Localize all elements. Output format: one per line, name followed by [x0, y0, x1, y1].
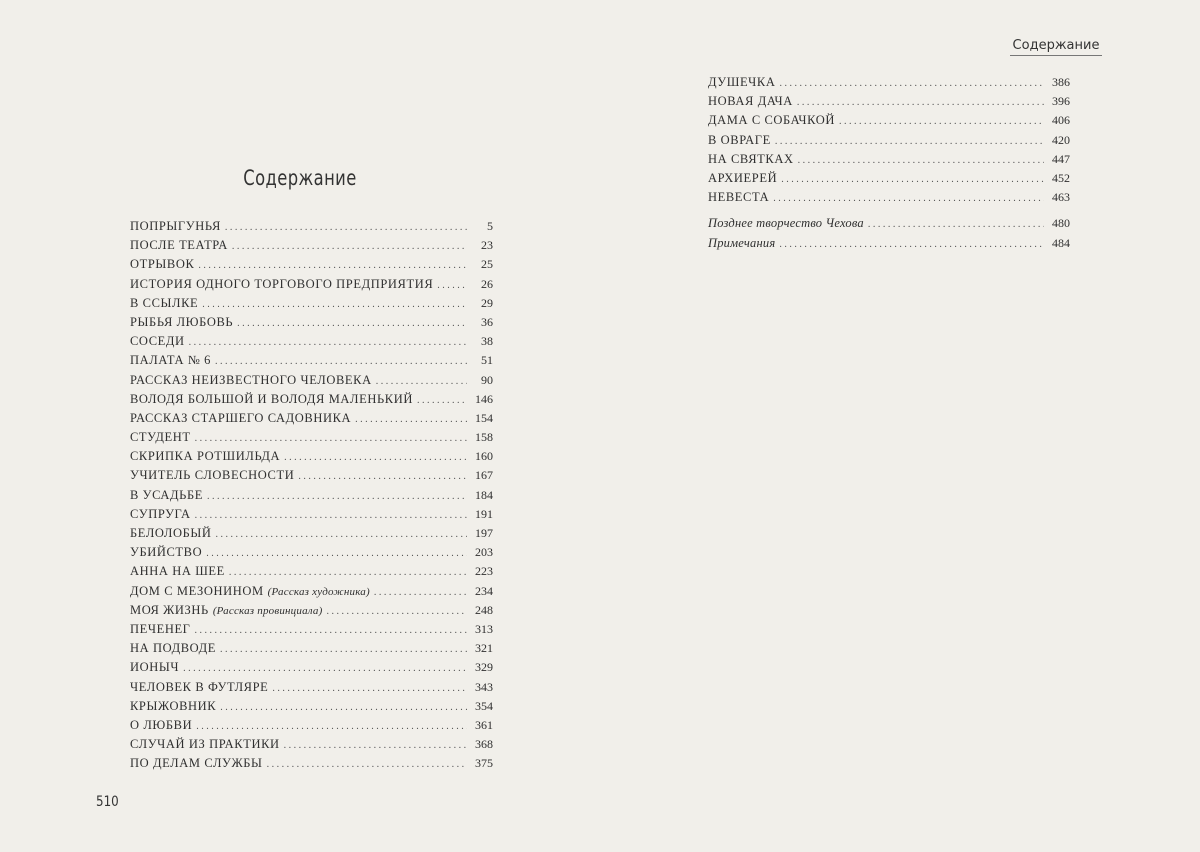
- toc-entry-title: [130, 564, 225, 579]
- toc-entry-page: 313: [475, 621, 493, 636]
- toc-entry-title-text: СЛУЧАЙ ИЗ ПРАКТИКИ: [130, 737, 280, 752]
- dot-leader: [868, 219, 1044, 230]
- toc-entry-title-text: ПАЛАТА № 6: [130, 353, 211, 368]
- dot-leader: [195, 433, 467, 444]
- toc-entry-page: 420: [1052, 132, 1070, 147]
- toc-entry-title: [130, 488, 203, 503]
- toc-entry-title: [708, 171, 777, 186]
- toc-entry: [130, 277, 493, 296]
- toc-entry-page: 321: [475, 641, 493, 656]
- dot-leader: [215, 356, 467, 367]
- toc-entry: [130, 680, 493, 699]
- toc-entry-title: [708, 236, 775, 251]
- toc-entry-page: 167: [475, 468, 493, 483]
- toc-entry-title-text: АННА НА ШЕЕ: [130, 564, 225, 579]
- toc-list-left: [130, 219, 493, 775]
- toc-entry: [130, 238, 493, 257]
- toc-entry: [130, 699, 493, 718]
- dot-leader: [202, 299, 467, 310]
- dot-leader: [189, 337, 467, 348]
- toc-entry-title: [130, 737, 280, 752]
- toc-appendix-entry: [708, 236, 1070, 255]
- toc-entry-title: [130, 545, 202, 560]
- toc-entry-title: [708, 133, 771, 148]
- toc-entry-page: 29: [481, 295, 493, 310]
- toc-entry: [130, 737, 493, 756]
- toc-entry-title: [130, 468, 294, 483]
- dot-leader: [225, 222, 467, 233]
- toc-entry-page: 386: [1052, 75, 1070, 89]
- toc-entry-title-text: ДУШЕЧКА: [708, 75, 776, 89]
- toc-entry: [130, 603, 493, 622]
- toc-entry-page: 23: [481, 238, 493, 253]
- toc-entry-title-text: БЕЛОЛОБЫЙ: [130, 526, 212, 540]
- dot-leader: [284, 740, 467, 751]
- dot-leader: [839, 116, 1044, 127]
- dot-leader: [216, 529, 467, 540]
- toc-entry-page: 203: [475, 545, 493, 560]
- toc-entry-page: 368: [475, 737, 493, 752]
- toc-entry-title-text: ИСТОРИЯ ОДНОГО ТОРГОВОГО ПРЕДПРИЯТИЯ: [130, 276, 434, 291]
- toc-entry-title-text: РАССКАЗ НЕИЗВЕСТНОГО ЧЕЛОВЕКА: [130, 372, 372, 387]
- toc-entry-page: 154: [475, 410, 493, 425]
- toc-entry: [708, 75, 1070, 94]
- toc-entry-page: 191: [475, 506, 493, 521]
- toc-entry-title: [130, 680, 268, 695]
- toc-entry: [130, 468, 493, 487]
- toc-entry-title: [130, 219, 221, 234]
- toc-entry: [130, 373, 493, 392]
- toc-entry: [130, 488, 493, 507]
- dot-leader: [195, 625, 467, 636]
- toc-entry-title-text: ВОЛОДЯ БОЛЬШОЙ И ВОЛОДЯ МАЛЕНЬКИЙ: [130, 391, 413, 406]
- toc-entry-title: [708, 216, 864, 231]
- toc-entry: [130, 430, 493, 449]
- toc-entry-title-text: СКРИПКА РОТШИЛЬДА: [130, 449, 281, 464]
- toc-entry-title: [130, 641, 216, 656]
- toc-entry-page: 38: [481, 334, 493, 349]
- toc-entry-title-text: КРЫЖОВНИК: [130, 698, 217, 713]
- toc-entry-page: 406: [1052, 113, 1070, 128]
- toc-entry-page: 375: [475, 756, 493, 771]
- dot-leader: [773, 193, 1044, 204]
- toc-entry: [130, 392, 493, 411]
- toc-entry-title: [708, 113, 835, 128]
- toc-entry-title: [130, 622, 191, 637]
- toc-entry-title-text: ПОПРЫГУНЬЯ: [130, 219, 221, 233]
- toc-entry: [130, 622, 493, 641]
- toc-entry-title-text: НЕВЕСТА: [708, 190, 770, 205]
- toc-entry-page: 354: [475, 698, 493, 713]
- toc-entry-title: [130, 430, 191, 445]
- toc-entry-title-text: ПОСЛЕ ТЕАТРА: [130, 238, 228, 253]
- toc-entry-title: [130, 584, 370, 599]
- toc-entry: [130, 545, 493, 564]
- toc-entry-title: [130, 411, 351, 426]
- toc-entry-title-text: Примечания: [708, 235, 776, 250]
- toc-entry-title: [130, 373, 372, 388]
- toc-entry-title-text: ДОМ С МЕЗОНИНОМ: [130, 583, 264, 598]
- toc-entry-title-text: УБИЙСТВО: [130, 545, 203, 560]
- toc-entry-title: [130, 334, 185, 349]
- toc-entry: [130, 219, 493, 238]
- toc-entry-title-text: СТУДЕНТ: [130, 430, 191, 445]
- toc-entry-title-text: ДАМА С СОБАЧКОЙ: [708, 113, 835, 128]
- toc-entry: [130, 718, 493, 737]
- dot-leader: [272, 683, 467, 694]
- toc-entry-title-text: ПЕЧЕНЕГ: [130, 621, 191, 636]
- toc-entry-page: 184: [475, 487, 493, 502]
- toc-entry-page: 25: [481, 257, 493, 272]
- dot-leader: [298, 471, 467, 482]
- dot-leader: [437, 280, 467, 291]
- toc-entry: [708, 152, 1070, 171]
- toc-entry-title-text: В УСАДЬБЕ: [130, 487, 203, 502]
- dot-leader: [779, 78, 1044, 89]
- dot-leader: [198, 260, 467, 271]
- toc-entry-page: 26: [481, 276, 493, 291]
- toc-list-right: [708, 75, 1070, 255]
- running-head: Содержание: [1010, 38, 1102, 56]
- toc-entry: [130, 296, 493, 315]
- dot-leader: [374, 587, 467, 598]
- toc-entry-subtitle: (Рассказ художника): [267, 585, 370, 598]
- toc-entry-title-text: РАССКАЗ СТАРШЕГО САДОВНИКА: [130, 410, 352, 425]
- toc-entry: [708, 94, 1070, 113]
- toc-entry: [130, 449, 493, 468]
- toc-entry-title: [130, 526, 212, 541]
- toc-entry-page: 90: [481, 372, 493, 387]
- toc-entry-title: [130, 277, 433, 292]
- page-number: 510: [96, 794, 119, 810]
- toc-entry-title-text: НА СВЯТКАХ: [708, 151, 794, 166]
- toc-entry-title: [130, 353, 211, 368]
- dot-leader: [207, 491, 467, 502]
- toc-entry-page: 463: [1052, 190, 1070, 205]
- toc-entry-title-text: В ОВРАГЕ: [708, 132, 771, 147]
- dot-leader: [779, 239, 1044, 250]
- toc-entry: [130, 641, 493, 660]
- toc-entry-title-text: О ЛЮБВИ: [130, 717, 193, 732]
- toc-entry-title: [708, 75, 775, 90]
- dot-leader: [798, 155, 1044, 166]
- toc-entry-title: [130, 603, 322, 618]
- toc-entry-title-text: ИОНЫЧ: [130, 660, 180, 675]
- toc-entry: [130, 315, 493, 334]
- toc-entry-page: 396: [1052, 94, 1070, 109]
- toc-entry: [130, 507, 493, 526]
- toc-heading: Содержание: [243, 166, 357, 190]
- toc-entry-title: [708, 190, 769, 205]
- toc-entry: [708, 190, 1070, 209]
- toc-entry-title-text: РЫБЬЯ ЛЮБОВЬ: [130, 314, 234, 329]
- toc-entry-title: [708, 152, 794, 167]
- toc-entry-title-text: НА ПОДВОДЕ: [130, 641, 217, 656]
- toc-entry-title: [130, 315, 233, 330]
- toc-entry-page: 51: [481, 353, 493, 368]
- toc-entry-page: 447: [1052, 151, 1070, 166]
- toc-entry-title: [708, 94, 793, 109]
- toc-entry: [130, 353, 493, 372]
- dot-leader: [183, 663, 467, 674]
- toc-entry-title: [130, 257, 194, 272]
- toc-appendix-entry: [708, 216, 1070, 235]
- toc-entry-title: [130, 699, 216, 714]
- toc-entry-title-text: МОЯ ЖИЗНЬ: [130, 602, 209, 617]
- toc-entry-page: 158: [475, 430, 493, 445]
- toc-entry-title: [130, 238, 228, 253]
- toc-entry-title-text: УЧИТЕЛЬ СЛОВЕСНОСТИ: [130, 468, 295, 483]
- dot-leader: [376, 376, 467, 387]
- toc-entry-title: [130, 660, 179, 675]
- toc-entry-page: 484: [1052, 235, 1070, 250]
- toc-entry-title-text: В ССЫЛКЕ: [130, 295, 199, 310]
- toc-entry-page: 234: [475, 583, 493, 598]
- toc-entry-page: 223: [475, 564, 493, 579]
- toc-entry-title: [130, 449, 280, 464]
- toc-entry-page: 160: [475, 449, 493, 464]
- toc-entry-title: [130, 718, 192, 733]
- toc-entry-title-text: НОВАЯ ДАЧА: [708, 94, 793, 109]
- toc-entry-title-text: ПО ДЕЛАМ СЛУЖБЫ: [130, 756, 263, 771]
- toc-entry: [130, 564, 493, 583]
- toc-entry-title-text: СУПРУГА: [130, 506, 191, 521]
- dot-leader: [775, 136, 1044, 147]
- toc-entry: [130, 584, 493, 603]
- toc-entry-title-text: ОТРЫВОК: [130, 257, 195, 272]
- toc-entry: [130, 660, 493, 679]
- toc-entry: [708, 171, 1070, 190]
- dot-leader: [267, 759, 467, 770]
- toc-entry-title: [130, 296, 198, 311]
- toc-entry-page: 146: [475, 391, 493, 406]
- dot-leader: [232, 241, 467, 252]
- toc-entry-title: [130, 507, 191, 522]
- toc-entry-title-text: АРХИЕРЕЙ: [708, 170, 778, 185]
- toc-entry: [708, 113, 1070, 132]
- toc-entry-title-text: ЧЕЛОВЕК В ФУТЛЯРЕ: [130, 679, 269, 694]
- dot-leader: [355, 414, 467, 425]
- toc-entry-title: [130, 756, 263, 771]
- toc-entry-page: 452: [1052, 170, 1070, 185]
- dot-leader: [417, 395, 467, 406]
- toc-entry: [130, 334, 493, 353]
- dot-leader: [326, 606, 467, 617]
- dot-leader: [284, 452, 467, 463]
- dot-leader: [797, 97, 1044, 108]
- toc-entry-page: 361: [475, 717, 493, 732]
- toc-entry-title: [130, 392, 413, 407]
- dot-leader: [781, 174, 1044, 185]
- dot-leader: [206, 548, 467, 559]
- toc-entry-title-text: Позднее творчество Чехова: [708, 216, 864, 231]
- toc-entry-page: 248: [475, 602, 493, 617]
- toc-entry: [130, 756, 493, 775]
- dot-leader: [229, 567, 467, 578]
- dot-leader: [220, 644, 467, 655]
- toc-entry-title-text: СОСЕДИ: [130, 334, 185, 349]
- toc-entry: [130, 411, 493, 430]
- toc-entry-page: 5: [487, 219, 493, 233]
- toc-entry: [708, 133, 1070, 152]
- dot-leader: [195, 510, 467, 521]
- toc-entry-page: 197: [475, 526, 493, 540]
- dot-leader: [196, 721, 467, 732]
- toc-entry-subtitle: (Рассказ провинциала): [212, 604, 323, 617]
- toc-entry: [130, 257, 493, 276]
- toc-entry-page: 480: [1052, 216, 1070, 231]
- toc-entry-page: 329: [475, 660, 493, 675]
- toc-entry-page: 343: [475, 679, 493, 694]
- toc-entry-page: 36: [481, 314, 493, 329]
- right-page: [600, 0, 1200, 852]
- dot-leader: [220, 702, 467, 713]
- toc-entry: [130, 526, 493, 545]
- dot-leader: [237, 318, 467, 329]
